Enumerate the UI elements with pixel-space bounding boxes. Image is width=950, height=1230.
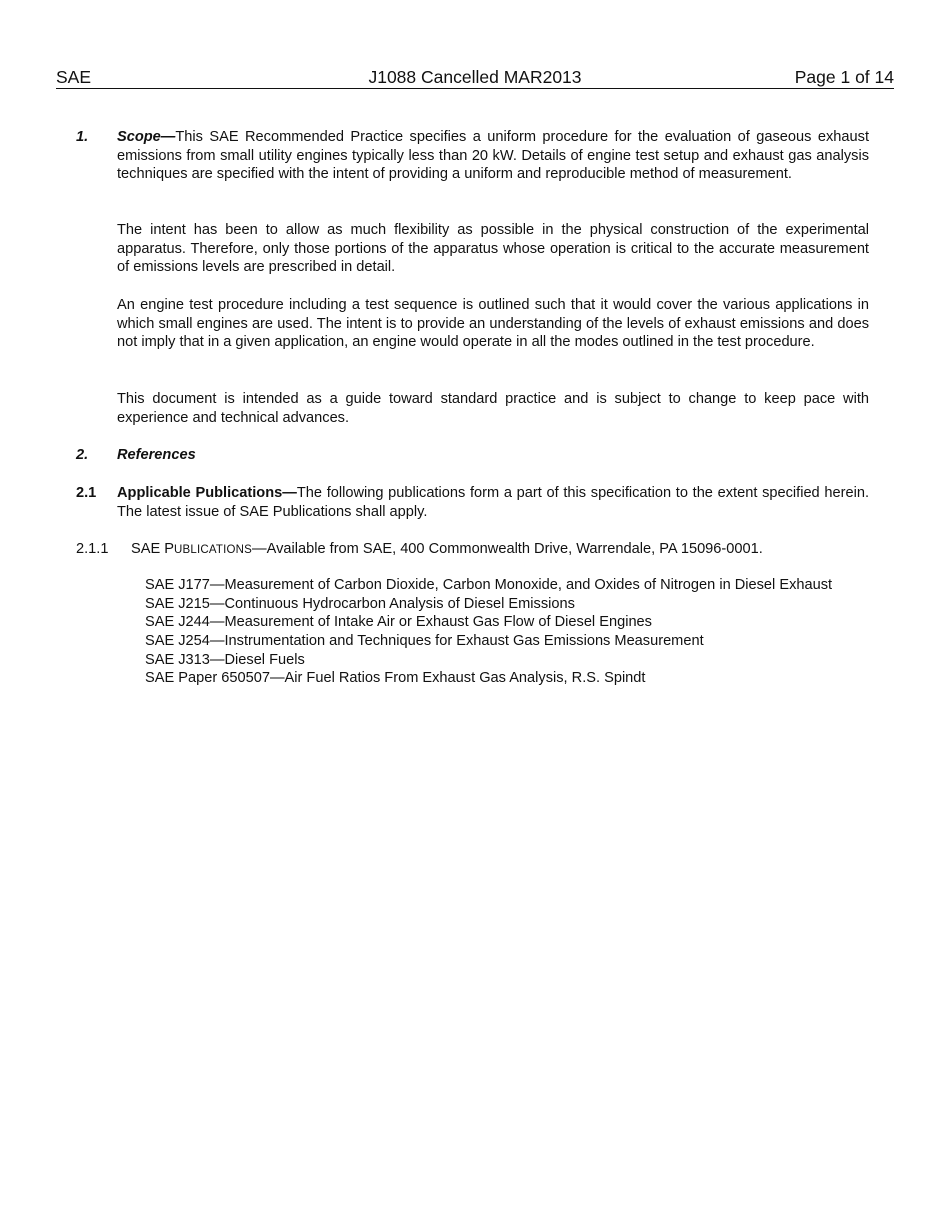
header-page-number: Page 1 of 14: [794, 67, 894, 87]
section-2-1-text: The following publications form a part of this specification to the extent specified herein. The latest issue of SAE Publications shall apply.: [117, 485, 869, 520]
reference-item: SAE J215—Continuous Hydrocarbon Analysis of Diesel Emissions: [145, 595, 575, 612]
page-header: [56, 66, 894, 89]
section-2-1-1-number: 2.1.1: [76, 541, 109, 557]
section-1-paragraph-3: An engine test procedure including a test sequence is outlined such that it would cover the various applications in which small engines are used. The intent is to provide an understanding of the levels of exhaust emissions and does not imply that in a given application, an engine would operate in all the modes outlined in the test procedure.: [117, 297, 869, 351]
section-2-1-title: Applicable Publications—: [117, 485, 297, 501]
header-org: SAE: [56, 67, 92, 87]
section-1-paragraph-1: [117, 128, 869, 184]
section-2-1-number: 2.1: [76, 485, 97, 501]
reference-item: SAE Paper 650507—Air Fuel Ratios From Exhaust Gas Analysis, R.S. Spindt: [145, 670, 646, 687]
section-1-paragraph-2: The intent has been to allow as much flexibility as possible in the physical construction of the experimental apparatus. Therefore, only those portions of the apparatus whose operation is critical to the accurate measurement of emissions levels are prescribed in detail.: [117, 222, 869, 276]
section-1-text-1: This SAE Recommended Practice specifies a uniform procedure for the evaluation of gaseous exhaust emissions from small utility engines typically less than 20 kW. Details of engine test setup and exhaust gas analysis techniques are specified with the intent of providing a uniform and reproducible method of measurement.: [117, 129, 869, 183]
reference-item: SAE J313—Diesel Fuels: [145, 651, 305, 668]
section-2-1-1-text: —Available from SAE, 400 Commonwealth Drive, Warrendale, PA 15096-0001.: [252, 541, 763, 557]
section-2-1-1-label-smallcaps: UBLICATIONS: [174, 544, 253, 556]
section-1-number: 1.: [76, 129, 89, 145]
reference-item: SAE J177—Measurement of Carbon Dioxide, Carbon Monoxide, and Oxides of Nitrogen in Diesel Exhaust: [145, 577, 833, 593]
section-2-1-1-paragraph: [131, 540, 871, 560]
section-2-title: References: [117, 447, 196, 463]
section-2-1-1-label-prefix: SAE P: [131, 541, 174, 557]
header-document-id: J1088 Cancelled MAR2013: [368, 67, 582, 87]
reference-list: [145, 576, 832, 688]
section-1-title: Scope—: [117, 129, 176, 145]
reference-item: SAE J244—Measurement of Intake Air or Exhaust Gas Flow of Diesel Engines: [145, 614, 652, 631]
section-2-number: 2.: [76, 447, 89, 463]
reference-item: SAE J254—Instrumentation and Techniques for Exhaust Gas Emissions Measurement: [145, 633, 704, 650]
section-2-1-paragraph: [117, 484, 869, 521]
section-1-paragraph-4: This document is intended as a guide toward standard practice and is subject to change to keep pace with experience and technical advances.: [117, 391, 869, 426]
